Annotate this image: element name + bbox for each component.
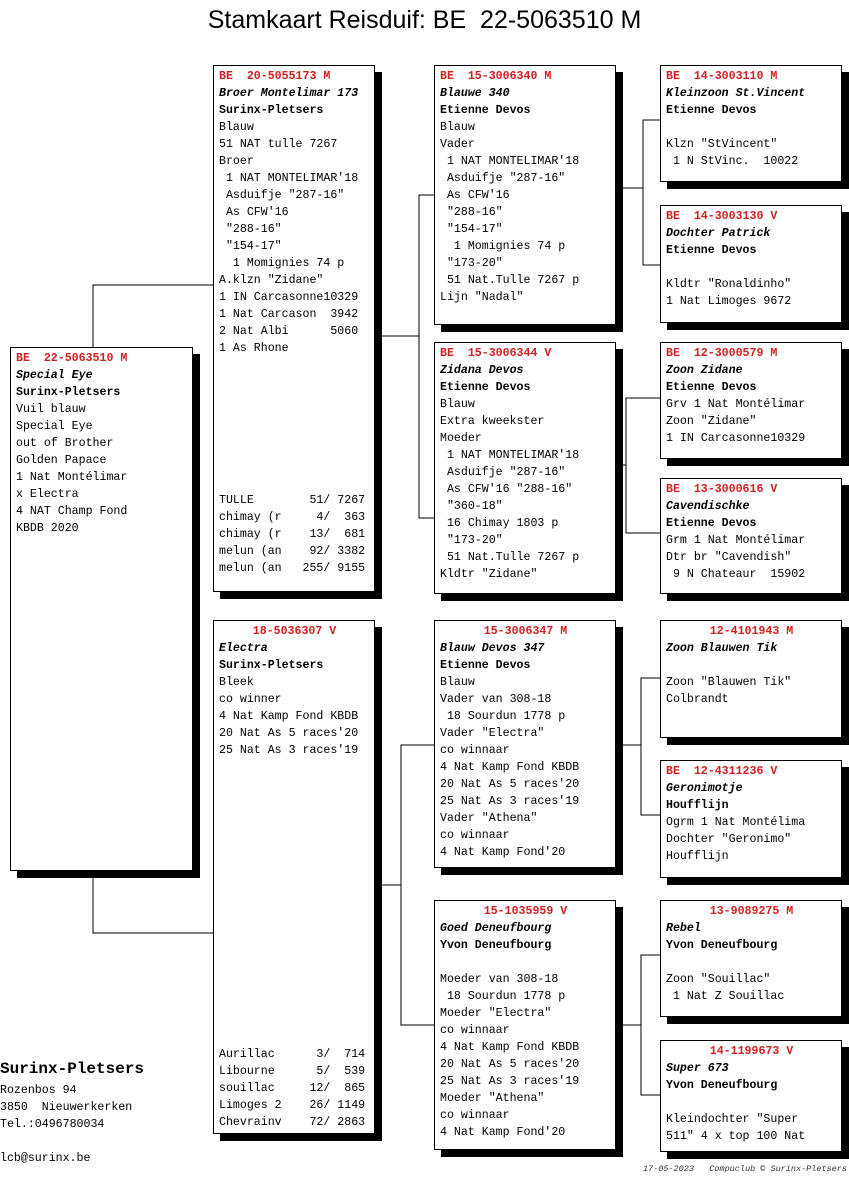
info-line: co winnaar bbox=[440, 1109, 510, 1122]
breeder-info bbox=[0, 1058, 144, 1167]
info-line: "154-17" bbox=[219, 240, 282, 253]
info-line: 18 Sourdun 1778 p bbox=[440, 990, 566, 1003]
info-line: Bleek bbox=[219, 676, 254, 689]
ring-number: BE 12-4311236 V bbox=[666, 765, 778, 778]
result-line: Libourne 5/ 539 bbox=[219, 1065, 366, 1078]
info-line: co winnaar bbox=[440, 1024, 510, 1037]
info-line: Vader "Athena" bbox=[440, 812, 538, 825]
info-line: 51 Nat.Tulle 7267 p bbox=[440, 551, 580, 564]
info-line: Broer bbox=[219, 155, 254, 168]
info-line: 25 Nat As 3 races'19 bbox=[440, 1075, 580, 1088]
grandmother-maternal-card bbox=[434, 900, 616, 1150]
breeder-address: Rozenbos 94 bbox=[0, 1084, 77, 1097]
grandfather-maternal-card bbox=[434, 620, 616, 868]
great-grandparent-card bbox=[660, 900, 842, 1017]
owner-name: Etienne Devos bbox=[666, 517, 757, 530]
info-line: 1 As Rhone bbox=[219, 342, 289, 355]
info-line: Zoon "Zidane" bbox=[666, 415, 757, 428]
info-line: 25 Nat As 3 races'19 bbox=[440, 795, 580, 808]
ring-number: BE 15-3006344 V bbox=[440, 347, 552, 360]
father-card bbox=[213, 65, 375, 592]
pigeon-name: Blauwe 340 bbox=[440, 87, 510, 100]
grandfather-paternal-card bbox=[434, 65, 616, 325]
great-grandparent-card bbox=[660, 65, 842, 182]
info-line: Vuil blauw bbox=[16, 403, 86, 416]
info-line: co winnaar bbox=[440, 829, 510, 842]
info-line: 1 NAT MONTELIMAR'18 bbox=[440, 449, 580, 462]
mother-card bbox=[213, 620, 375, 1134]
info-line: 20 Nat As 5 races'20 bbox=[440, 778, 580, 791]
info-line: Extra kweekster bbox=[440, 415, 545, 428]
info-line: 1 N StVinc. 10022 bbox=[666, 155, 799, 168]
info-line: 4 NAT Champ Fond bbox=[16, 505, 128, 518]
race-results bbox=[219, 492, 370, 577]
info-line: Golden Papace bbox=[16, 454, 107, 467]
info-line: A.klzn "Zidane" bbox=[219, 274, 324, 287]
info-line: Kldtr "Ronaldinho" bbox=[666, 278, 792, 291]
info-line: co winner bbox=[219, 693, 282, 706]
info-line: "288-16" bbox=[440, 206, 503, 219]
info-line: Asduifje "287-16" bbox=[440, 466, 566, 479]
ring-number: BE 22-5063510 M bbox=[16, 352, 128, 365]
breeder-name: Surinx-Pletsers bbox=[0, 1060, 145, 1078]
info-line: Asduifje "287-16" bbox=[440, 172, 566, 185]
owner-name: Etienne Devos bbox=[440, 659, 531, 672]
pigeon-name: Cavendischke bbox=[666, 500, 750, 513]
info-line: 18 Sourdun 1778 p bbox=[440, 710, 566, 723]
info-line: 51 NAT tulle 7267 bbox=[219, 138, 338, 151]
great-grandparent-card bbox=[660, 620, 842, 738]
spacer bbox=[0, 1133, 144, 1150]
info-line bbox=[666, 119, 837, 136]
owner-name: Surinx-Pletsers bbox=[219, 659, 324, 672]
pigeon-name: Zoon Blauwen Tik bbox=[666, 642, 778, 655]
info-line: 1 IN Carcasonne10329 bbox=[219, 291, 359, 304]
info-line: 51 Nat.Tulle 7267 p bbox=[440, 274, 580, 287]
pigeon-name: Electra bbox=[219, 642, 268, 655]
ring-number: BE 12-3000579 M bbox=[666, 347, 778, 360]
result-line: Chevrainv 72/ 2863 bbox=[219, 1116, 366, 1129]
info-line: "154-17" bbox=[440, 223, 503, 236]
great-grandparent-card bbox=[660, 205, 842, 323]
owner-name: Etienne Devos bbox=[440, 381, 531, 394]
result-line: Limoges 2 26/ 1149 bbox=[219, 1099, 366, 1112]
info-line: Ogrm 1 Nat Montélima bbox=[666, 816, 806, 829]
info-line: Blauw bbox=[219, 121, 254, 134]
pigeon-name: Geronimotje bbox=[666, 782, 743, 795]
info-line: "173-20" bbox=[440, 534, 503, 547]
info-line: Vader "Electra" bbox=[440, 727, 545, 740]
ring-number: 14-1199673 V bbox=[709, 1045, 794, 1058]
info-line: Lijn "Nadal" bbox=[440, 291, 524, 304]
pigeon-name: Zoon Zidane bbox=[666, 364, 743, 377]
pigeon-name: Special Eye bbox=[16, 369, 93, 382]
info-line: x Electra bbox=[16, 488, 79, 501]
great-grandparent-card bbox=[660, 760, 842, 878]
info-line: out of Brother bbox=[16, 437, 114, 450]
ring-number: 15-3006347 M bbox=[483, 625, 568, 638]
info-line: 4 Nat Kamp Fond KBDB bbox=[440, 1041, 580, 1054]
info-line: Blauw bbox=[440, 676, 475, 689]
info-line bbox=[666, 259, 837, 276]
info-line: Moeder bbox=[440, 432, 482, 445]
info-line: co winnaar bbox=[440, 744, 510, 757]
ring-number: BE 13-3000616 V bbox=[666, 483, 778, 496]
result-line: chimay (r 4/ 363 bbox=[219, 511, 366, 524]
info-line: Zoon "Blauwen Tik" bbox=[666, 676, 792, 689]
info-line: 2 Nat Albi 5060 bbox=[219, 325, 359, 338]
info-line: 20 Nat As 5 races'20 bbox=[219, 727, 359, 740]
breeder-city: 3850 Nieuwerkerken bbox=[0, 1101, 133, 1114]
info-line: As CFW'16 bbox=[440, 189, 510, 202]
info-line: 1 NAT MONTELIMAR'18 bbox=[440, 155, 580, 168]
info-line: 16 Chimay 1803 p bbox=[440, 517, 559, 530]
info-line: 1 Nat Z Souillac bbox=[666, 990, 785, 1003]
info-line: Grm 1 Nat Montélimar bbox=[666, 534, 806, 547]
ring-number: BE 14-3003110 M bbox=[666, 70, 778, 83]
result-line: Aurillac 3/ 714 bbox=[219, 1048, 366, 1061]
ring-number: BE 15-3006340 M bbox=[440, 70, 552, 83]
info-line: KBDB 2020 bbox=[16, 522, 79, 535]
pigeon-name: Zidana Devos bbox=[440, 364, 524, 377]
info-line: 4 Nat Kamp Fond KBDB bbox=[440, 761, 580, 774]
info-line: 4 Nat Kamp Fond'20 bbox=[440, 846, 566, 859]
info-line: Asduifje "287-16" bbox=[219, 189, 345, 202]
info-line: 1 IN Carcasonne10329 bbox=[666, 432, 806, 445]
info-line: Moeder "Athena" bbox=[440, 1092, 545, 1105]
pigeon-name: Dochter Patrick bbox=[666, 227, 771, 240]
info-line: Kleindochter "Super bbox=[666, 1113, 799, 1126]
breeder-phone: Tel.:0496780034 bbox=[0, 1118, 105, 1131]
ring-number: 12-4101943 M bbox=[709, 625, 794, 638]
info-line: 1 Nat Montélimar bbox=[16, 471, 128, 484]
breeder-email: lcb@surinx.be bbox=[0, 1152, 91, 1165]
owner-name: Etienne Devos bbox=[666, 381, 757, 394]
pigeon-card bbox=[10, 347, 193, 871]
pigeon-name: Blauw Devos 347 bbox=[440, 642, 545, 655]
info-line: 1 NAT MONTELIMAR'18 bbox=[219, 172, 359, 185]
info-line: 9 N Chateaur 15902 bbox=[666, 568, 806, 581]
result-line: melun (an 92/ 3382 bbox=[219, 545, 366, 558]
info-line: "173-20" bbox=[440, 257, 503, 270]
race-results bbox=[219, 1046, 370, 1131]
pigeon-name: Kleinzoon St.Vincent bbox=[666, 87, 806, 100]
grandmother-paternal-card bbox=[434, 342, 616, 594]
great-grandparent-card bbox=[660, 478, 842, 594]
info-line bbox=[666, 1094, 837, 1111]
owner-name: Etienne Devos bbox=[440, 104, 531, 117]
owner-name: Houfflijn bbox=[666, 799, 729, 812]
owner-name: Etienne Devos bbox=[666, 244, 757, 257]
info-line: Grv 1 Nat Montélimar bbox=[666, 398, 806, 411]
info-line: Colbrandt bbox=[666, 693, 729, 706]
result-line: TULLE 51/ 7267 bbox=[219, 494, 366, 507]
info-line: Kldtr "Zidane" bbox=[440, 568, 538, 581]
info-line: "288-16" bbox=[219, 223, 282, 236]
footer-credit: 17-05-2023 Compuclub © Surinx-Pletsers bbox=[642, 1164, 847, 1174]
ring-number: BE 20-5055173 M bbox=[219, 70, 331, 83]
info-line: Klzn "StVincent" bbox=[666, 138, 778, 151]
info-line bbox=[666, 954, 837, 971]
info-line: 1 Momignies 74 p bbox=[219, 257, 345, 270]
info-line: Moeder "Electra" bbox=[440, 1007, 552, 1020]
great-grandparent-card bbox=[660, 342, 842, 459]
info-line: Blauw bbox=[440, 121, 475, 134]
result-line: chimay (r 13/ 681 bbox=[219, 528, 366, 541]
ring-number: BE 14-3003130 V bbox=[666, 210, 778, 223]
owner-name: Yvon Deneufbourg bbox=[666, 1079, 778, 1092]
info-line: 4 Nat Kamp Fond'20 bbox=[440, 1126, 566, 1139]
result-line: souillac 12/ 865 bbox=[219, 1082, 366, 1095]
info-line: Zoon "Souillac" bbox=[666, 973, 771, 986]
info-line: Vader van 308-18 bbox=[440, 693, 552, 706]
pigeon-name: Rebel bbox=[666, 922, 701, 935]
info-line: Dtr br "Cavendish" bbox=[666, 551, 792, 564]
info-line: "360-18" bbox=[440, 500, 503, 513]
owner-name: Etienne Devos bbox=[666, 104, 757, 117]
info-line: Moeder van 308-18 bbox=[440, 973, 559, 986]
info-line: 25 Nat As 3 races'19 bbox=[219, 744, 359, 757]
owner-name: Surinx-Pletsers bbox=[219, 104, 324, 117]
owner-name: Yvon Deneufbourg bbox=[440, 939, 552, 952]
owner-name: Surinx-Pletsers bbox=[16, 386, 121, 399]
info-line: 1 Nat Carcason 3942 bbox=[219, 308, 359, 321]
info-line: 1 Nat Limoges 9672 bbox=[666, 295, 792, 308]
owner-name: Yvon Deneufbourg bbox=[666, 939, 778, 952]
info-line bbox=[440, 954, 611, 971]
info-line: 1 Momignies 74 p bbox=[440, 240, 566, 253]
ring-number: 18-5036307 V bbox=[252, 625, 337, 638]
info-line: Vader bbox=[440, 138, 475, 151]
pigeon-name: Goed Deneufbourg bbox=[440, 922, 552, 935]
info-line bbox=[666, 657, 837, 674]
result-line: melun (an 255/ 9155 bbox=[219, 562, 366, 575]
info-line: 20 Nat As 5 races'20 bbox=[440, 1058, 580, 1071]
info-line: Special Eye bbox=[16, 420, 93, 433]
great-grandparent-card bbox=[660, 1040, 842, 1152]
info-line: Blauw bbox=[440, 398, 475, 411]
info-line: 4 Nat Kamp Fond KBDB bbox=[219, 710, 359, 723]
pigeon-name: Broer Montelimar 173 bbox=[219, 87, 359, 100]
pigeon-name: Super 673 bbox=[666, 1062, 729, 1075]
info-line: Houfflijn bbox=[666, 850, 729, 863]
ring-number: 13-9089275 M bbox=[709, 905, 794, 918]
info-line: As CFW'16 bbox=[219, 206, 289, 219]
info-line: Dochter "Geronimo" bbox=[666, 833, 792, 846]
page-title: Stamkaart Reisduif: BE 22-5063510 M bbox=[207, 6, 642, 34]
info-line: 511" 4 x top 100 Nat bbox=[666, 1130, 806, 1143]
info-line: As CFW'16 "288-16" bbox=[440, 483, 573, 496]
ring-number: 15-1035959 V bbox=[483, 905, 568, 918]
